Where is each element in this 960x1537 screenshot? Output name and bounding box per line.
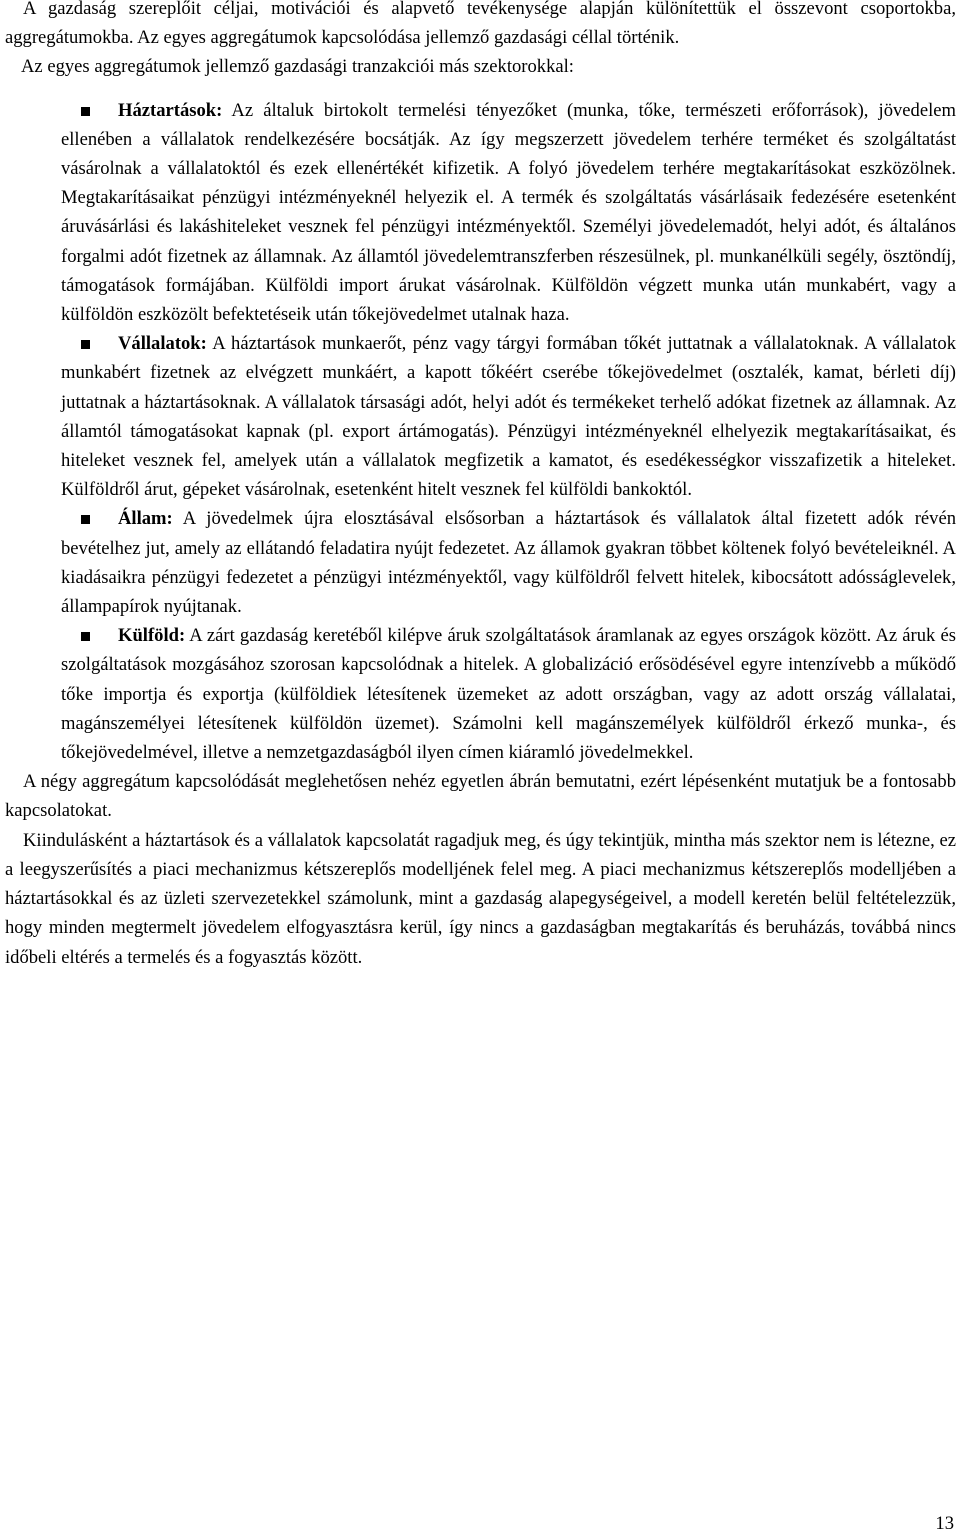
list-item-allam xyxy=(5,504,956,621)
document-page xyxy=(5,0,956,972)
list-item-haztartasok xyxy=(5,96,956,330)
start-paragraph: Kiindulásként a háztartások és a vállalatok kapcsolatát ragadjuk meg, és úgy tekintjük, mintha más szektor nem is létezne, ez a leegyszerűsítés a piaci mechanizmus kétszereplős modelljének felel meg. A piaci mechanizmus kétszereplős modelljében a háztartásokkal és az üzleti szervezetekkel számolunk, mint a gazdaság alapegységeivel, a modell keretén belül feltételezzük, hogy minden megtermelt jövedelem elfogyasztásra kerül, így nincs a gazdaságban megtakarítás és beruházás, továbbá nincs időbeli eltérés a termelés és a fogyasztás között. xyxy=(5,829,956,968)
summary-paragraph: A négy aggregátum kapcsolódását meglehetősen nehéz egyetlen ábrán bemutatni, ezért lépésenként mutatjuk be a fontosabb kapcsolatokat. xyxy=(5,771,956,822)
square-bullet-icon xyxy=(81,107,90,116)
square-bullet-icon xyxy=(81,632,90,641)
list-item-heading: Külföld: xyxy=(118,625,186,647)
list-item-text: Az általuk birtokolt termelési tényezőket (munka, tőke, természeti erőforrások), jövedelem ellenében a vállalatok rendelkezésére bocsátják. Az így megszerzett jövedelem terhére terméket és szolgáltatást vásárolnak a vállalatoktól és ezek ellenértékét kifizetik. A folyó jövedelem terhére megtakarításokat eszközölnek. Megtakarításaikat pénzügyi intézményeknél helyezik el. A termék és szolgáltatás vásárlásaik fedezésére esetenként áruvásárlási és lakáshiteleket vesznek fel pénzügyi intézményektől. Személyi jövedelemadót, helyi adót, és általános forgalmi adót fizetnek az államnak. Az államtól jövedelemtranszferben részesülnek, pl. munkanélküli segély, ösztöndíj, támogatások formájában. Külföldi import árukat vásárolnak. Külföldön végzett munka után munkabért, vagy a külföldön eszközölt befektetéseik után tőkejövedelmet utalnak haza. xyxy=(61,99,956,326)
aggregate-list xyxy=(5,96,956,768)
list-item-body xyxy=(61,96,956,330)
list-item-vallalatok xyxy=(5,329,956,504)
list-item-heading: Állam: xyxy=(118,508,173,530)
list-item-heading: Vállalatok: xyxy=(118,333,207,355)
list-item-text: A zárt gazdaság keretéből kilépve áruk szolgáltatások áramlanak az egyes országok között. Az áruk és szolgáltatások mozgásához szorosan kapcsolódnak a hitelek. A globalizáció erősödésével egyre intenzívebb a működő tőke importja és exportja (külföldiek létesítenek üzemeket az adott országban, vagy az adott ország vállalatai, magánszemélyei létesítenek külföldön üzemet). Számolni kell magánszemélyek külföldről érkező munka-, és tőkejövedelmével, illetve a nemzetgazdaságból ilyen címen kiáramló jövedelmekkel. xyxy=(61,625,956,764)
list-item-kulfold xyxy=(5,621,956,767)
list-item-body xyxy=(61,621,956,767)
list-item-heading: Háztartások: xyxy=(118,99,223,121)
square-bullet-icon xyxy=(81,340,90,349)
lead-paragraph: Az egyes aggregátumok jellemző gazdasági tranzakciói más szektorokkal: xyxy=(21,56,574,78)
list-item-text: A háztartások munkaerőt, pénz vagy tárgyi formában tőkét juttatnak a vállalatoknak. A vállalatok munkabért fizetnek az elvégzett munkáért, a kapott tőkéért cserébe tőkejövedelmet (osztalék, kamat, bérleti díj) juttatnak a háztartásoknak. A vállalatok társasági adót, helyi adót és termékeket terhelő adókat fizetnek az államnak. Az államtól támogatásokat kapnak (pl. export ártámogatás). Pénzügyi intézményeknél elhelyezik megtakarításaikat, és hiteleket vesznek fel, amelyek után a vállalatok megfizetik a kamatot, és esedékességkor visszafizetik a hiteleket. Külföldről árut, gépeket vásárolnak, esetenként hitelt vesznek fel külföldi bankoktól. xyxy=(61,333,956,501)
list-item-body xyxy=(61,329,956,504)
square-bullet-icon xyxy=(81,515,90,524)
list-item-text: A jövedelmek újra elosztásával elsősorban a háztartások és vállalatok által fizetett adók révén bevételhez jut, amely az ellátandó feladatira nyújt fedezetet. Az államok gyakran többet költenek folyó bevételeiknél. A kiadásaikra pénzügyi fedezetet a pénzügyi intézményektől, vagy külföldről felvett hitelek, kibocsátott adósságlevelek, állampapírok nyújtanak. xyxy=(61,508,956,618)
page-number: 13 xyxy=(935,1513,954,1534)
intro-paragraph: A gazdaság szereplőit céljai, motivációi és alapvető tevékenysége alapján különítettük el összevont csoportokba, aggregátumokba. Az egyes aggregátumok kapcsolódása jellemző gazdasági céllal történik. xyxy=(5,0,956,49)
list-item-body xyxy=(61,504,956,621)
